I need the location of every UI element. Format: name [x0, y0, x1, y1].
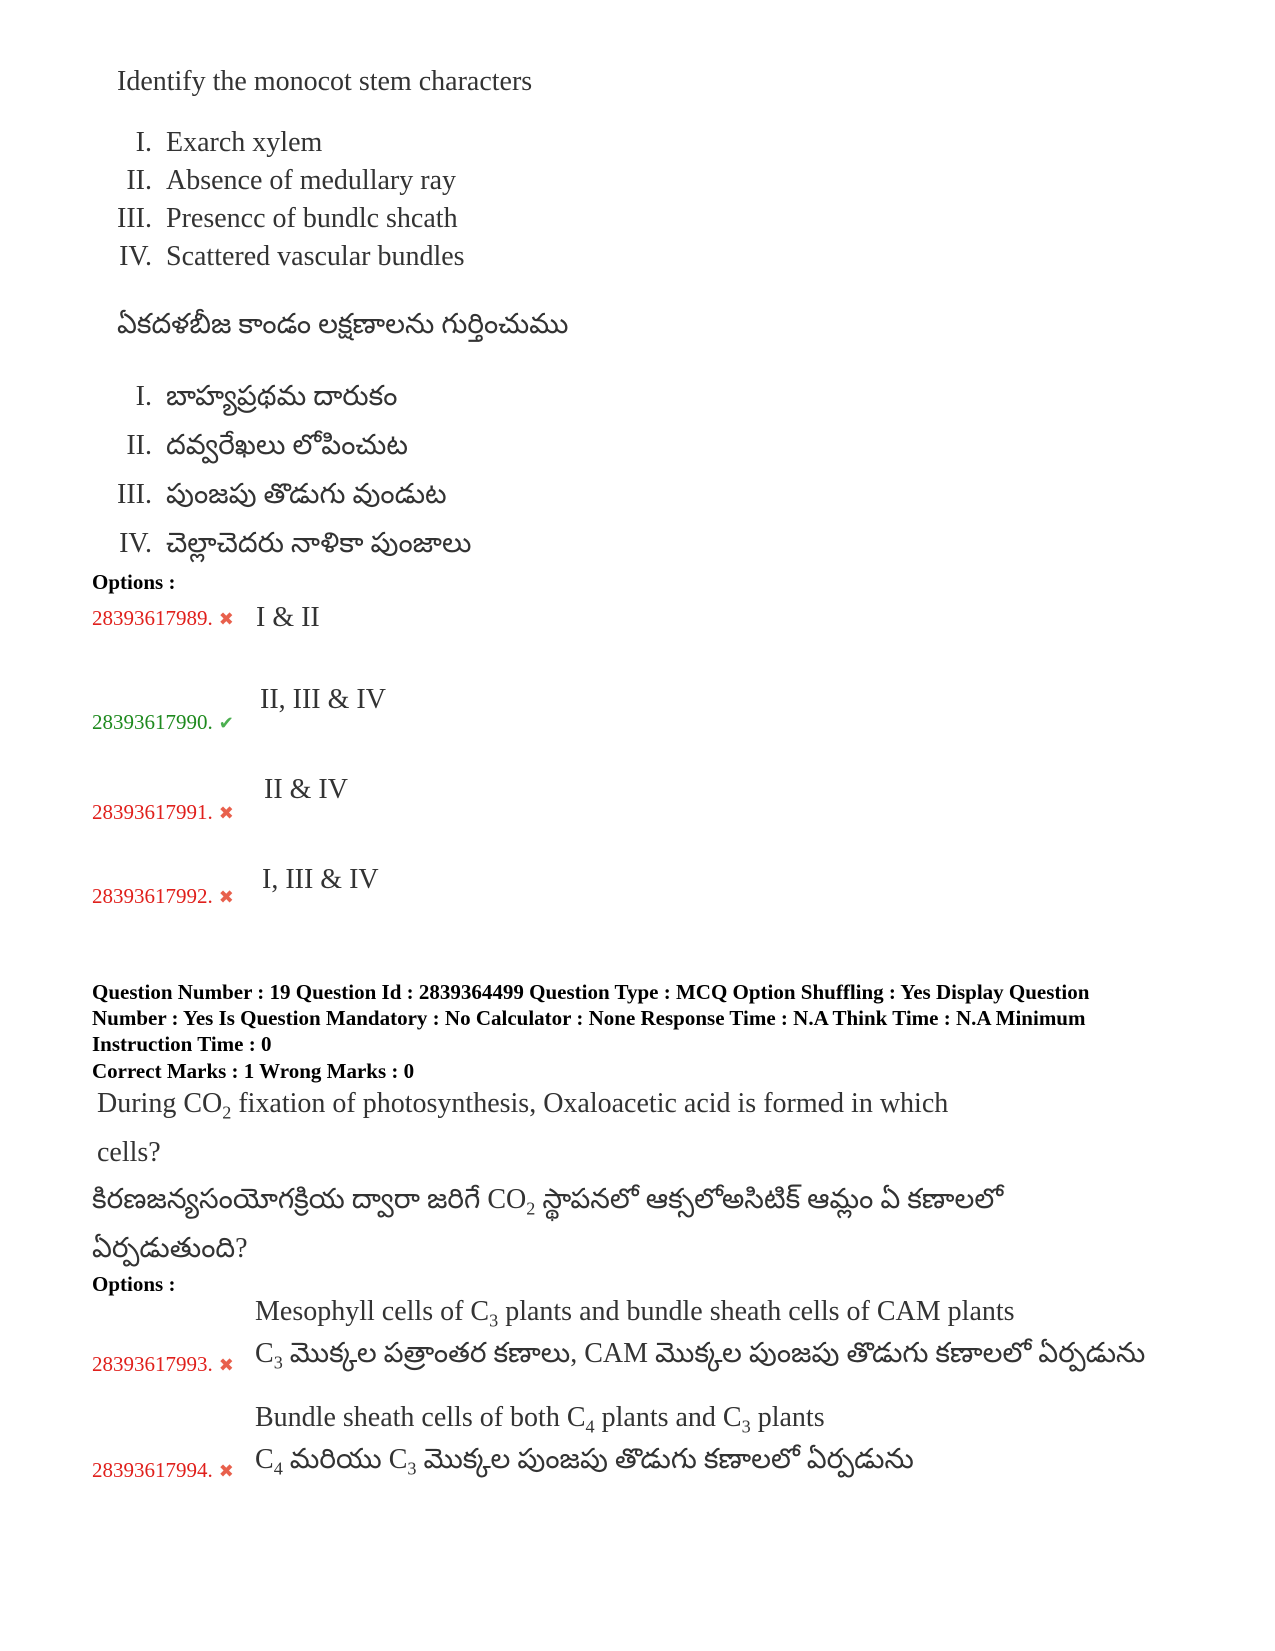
- cross-icon: ✖: [218, 1461, 234, 1481]
- options-label: Options :: [92, 1272, 176, 1296]
- text: During CO: [97, 1088, 223, 1119]
- text: plants: [750, 1402, 825, 1433]
- option-text-english: [255, 1296, 1015, 1332]
- cross-icon: ✖: [218, 887, 234, 907]
- cross-icon: ✖: [218, 803, 234, 823]
- text: plants and bundle sheath cells of CAM plants: [498, 1296, 1015, 1327]
- subscript: 3: [489, 1310, 499, 1331]
- option-text: I & II: [256, 602, 320, 633]
- text: Bundle sheath cells of both C: [255, 1402, 586, 1433]
- item-number: I.: [135, 127, 152, 158]
- subscript: 3: [741, 1416, 751, 1437]
- statement-list-item: [100, 479, 447, 517]
- cross-icon: ✖: [218, 609, 234, 629]
- item-number: I.: [135, 381, 152, 412]
- option-row[interactable]: [92, 1402, 914, 1483]
- option-id: 28393617990.: [92, 710, 213, 734]
- option-row[interactable]: [92, 864, 379, 909]
- statement-list-item: [100, 430, 408, 468]
- option-id: 28393617992.: [92, 884, 213, 908]
- question-stem-english: [97, 1088, 948, 1124]
- item-number: III.: [117, 203, 152, 234]
- option-text: II, III & IV: [260, 684, 386, 715]
- item-number: II.: [126, 430, 152, 461]
- item-text: పుంజపు తొడుగు వుండుట: [166, 479, 447, 510]
- cross-icon: ✖: [218, 1355, 234, 1375]
- option-text-english: [255, 1402, 825, 1438]
- question-metadata: Question Number : 19 Question Id : 2839364499 Question Type : MCQ Option Shuffling : Yes Display Question Number : Yes Is Question Mandatory : No Calculator : None Response Time : N.A Think Time : N.A Minimum Instruction Time : 0: [92, 980, 1090, 1056]
- item-text: Exarch xylem: [166, 127, 323, 158]
- text: మరియు C: [282, 1444, 408, 1475]
- statement-list-item: [100, 241, 465, 273]
- check-icon: ✔: [218, 713, 234, 733]
- option-row[interactable]: [92, 602, 320, 633]
- option-text-telugu: [255, 1444, 914, 1482]
- subscript: 2: [526, 1198, 536, 1219]
- item-text: Absence of medullary ray: [166, 165, 456, 196]
- option-row[interactable]: [92, 1296, 1146, 1377]
- text: fixation of photosynthesis, Oxaloacetic acid is formed in which: [231, 1088, 949, 1119]
- question-stem-english: Identify the monocot stem characters: [117, 66, 533, 97]
- statement-list-item: [100, 165, 456, 197]
- item-number: IV.: [119, 241, 152, 272]
- item-text: Presencc of bundlc shcath: [166, 203, 458, 234]
- subscript: 4: [273, 1458, 283, 1479]
- item-text: Scattered vascular bundles: [166, 241, 465, 272]
- question-stem-telugu-cont: ఏర్పడుతుంది?: [92, 1233, 248, 1264]
- option-row[interactable]: [92, 684, 386, 735]
- text: స్థాపనలో ఆక్సలోఅసిటిక్ ఆమ్లం ఏ కణాలలో: [535, 1184, 1004, 1215]
- question-stem-english-cont: cells?: [97, 1137, 161, 1168]
- item-text: చెల్లాచెదరు నాళికా పుంజాలు: [166, 528, 472, 559]
- text: C: [255, 1338, 274, 1369]
- options-label: Options :: [92, 570, 176, 594]
- text: plants and C: [594, 1402, 742, 1433]
- statement-list-item: [100, 203, 458, 235]
- option-text: I, III & IV: [262, 864, 379, 895]
- option-id: 28393617989.: [92, 606, 213, 630]
- text: C: [255, 1444, 274, 1475]
- subscript: 4: [585, 1416, 595, 1437]
- marks-info: Correct Marks : 1 Wrong Marks : 0: [92, 1059, 415, 1083]
- statement-list-item: [100, 127, 322, 159]
- option-id: 28393617991.: [92, 800, 213, 824]
- statement-list-item: [100, 381, 397, 419]
- subscript: 3: [273, 1352, 283, 1373]
- item-text: దవ్వరేఖలు లోపించుట: [166, 430, 408, 461]
- item-number: III.: [117, 479, 152, 510]
- option-id: 28393617994.: [92, 1458, 213, 1482]
- subscript: 2: [222, 1102, 232, 1123]
- statement-list-item: [100, 528, 471, 566]
- item-text: బాహ్యప్రథమ దారుకం: [166, 381, 398, 412]
- question-stem-telugu: [92, 1184, 1003, 1222]
- text: మొక్కల పుంజపు తొడుగు కణాలలో ఏర్పడును: [416, 1444, 914, 1475]
- option-text-telugu: [255, 1338, 1145, 1376]
- question-stem-telugu: ఏకదళబీజ కాండం లక్షణాలను గుర్తించుము: [117, 309, 569, 340]
- item-number: IV.: [119, 528, 152, 559]
- subscript: 3: [407, 1458, 417, 1479]
- item-number: II.: [126, 165, 152, 196]
- option-text: II & IV: [264, 774, 348, 805]
- option-id: 28393617993.: [92, 1352, 213, 1376]
- text: Mesophyll cells of C: [255, 1296, 490, 1327]
- option-row[interactable]: [92, 774, 348, 825]
- text: కిరణజన్యసంయోగక్రియ ద్వారా జరిగే CO: [92, 1184, 527, 1215]
- text: మొక్కల పత్రాంతర కణాలు, CAM మొక్కల పుంజపు తొడుగు కణాలలో ఏర్పడును: [282, 1338, 1146, 1369]
